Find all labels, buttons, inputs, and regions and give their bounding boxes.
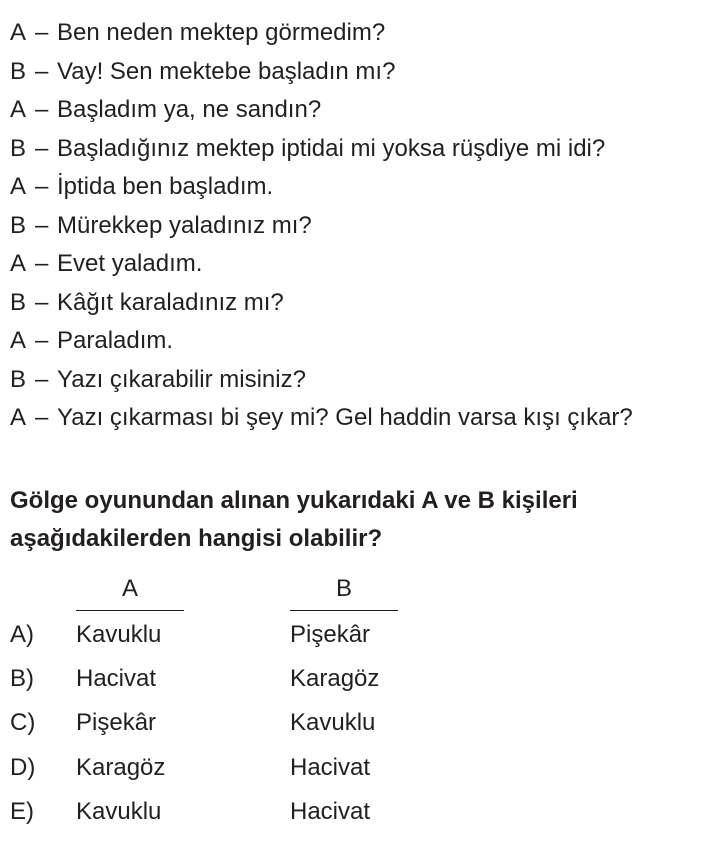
column-rule-b (290, 610, 398, 611)
dialogue-dash: – (35, 327, 49, 354)
dialogue-line (10, 245, 716, 284)
dialogue-line (10, 399, 716, 438)
dialogue-text: Ben neden mektep görmedim? (57, 19, 386, 46)
dialogue-text: Başladığınız mektep iptidai mi yoksa rüşdiye mi idi? (57, 134, 606, 162)
speaker-label: A (10, 404, 27, 431)
dialogue-line (10, 284, 716, 323)
dialogue-text: Yazı çıkarması bi şey mi? Gel haddin varsa kışı çıkar? (57, 404, 633, 431)
option-value-a: Kavuklu (76, 798, 162, 825)
speaker-label: B (10, 288, 27, 316)
column-header-a: A (121, 575, 138, 602)
speaker-label: A (10, 19, 27, 46)
option-letter: A) (10, 621, 34, 648)
dialogue-text: Yazı çıkarabilir misiniz? (57, 365, 306, 393)
dialogue-dash: – (35, 211, 49, 239)
dialogue-line (10, 361, 716, 400)
dialogue-line (10, 14, 716, 53)
option-value-b: Kavuklu (290, 709, 376, 736)
option-letter: E) (10, 798, 34, 825)
speaker-label: A (10, 327, 27, 354)
speaker-label: B (10, 365, 27, 393)
speaker-label: A (10, 173, 27, 200)
dialogue-dash: – (35, 288, 49, 316)
dialogue-text: Başladım ya, ne sandın? (57, 96, 322, 123)
speaker-label: B (10, 134, 27, 162)
option-value-b: Pişekâr (290, 621, 371, 648)
speaker-label: A (10, 96, 27, 123)
dialogue (10, 14, 716, 438)
dialogue-text: Vay! Sen mektebe başladın mı? (57, 57, 396, 85)
option-value-b: Karagöz (290, 665, 380, 692)
dialogue-line (10, 207, 716, 246)
option-value-a: Pişekâr (76, 709, 157, 736)
dialogue-dash: – (35, 365, 49, 393)
dialogue-dash: – (35, 57, 49, 85)
speaker-label: B (10, 57, 27, 85)
speaker-label: B (10, 211, 27, 239)
option-value-a: Karagöz (76, 754, 166, 781)
dialogue-dash: – (35, 404, 49, 431)
column-header-b: B (335, 575, 352, 602)
speaker-label: A (10, 250, 27, 277)
dialogue-text: Kâğıt karaladınız mı? (57, 288, 284, 316)
dialogue-dash: – (35, 96, 49, 123)
dialogue-text: Mürekkep yaladınız mı? (57, 211, 312, 239)
dialogue-text: İptida ben başladım. (57, 173, 274, 200)
question-stem: Gölge oyunundan alınan yukarıdaki A ve B kişileri aşağıdakilerden hangisi olabilir? (10, 487, 578, 552)
dialogue-dash: – (35, 19, 49, 46)
option-letter: B) (10, 665, 34, 692)
dialogue-dash: – (35, 173, 49, 200)
option-letter: D) (10, 754, 36, 781)
dialogue-text: Evet yaladım. (57, 250, 203, 277)
dialogue-line (10, 91, 716, 130)
option-letter: C) (10, 709, 36, 736)
dialogue-line (10, 53, 716, 92)
dialogue-text: Paraladım. (57, 327, 174, 354)
option-value-a: Kavuklu (76, 621, 162, 648)
dialogue-line (10, 130, 716, 169)
dialogue-line (10, 168, 716, 207)
option-value-a: Hacivat (76, 665, 157, 692)
dialogue-line (10, 322, 716, 361)
dialogue-dash: – (35, 134, 49, 162)
option-value-b: Hacivat (290, 798, 371, 825)
dialogue-dash: – (35, 250, 49, 277)
option-value-b: Hacivat (290, 754, 371, 781)
column-rule-a (76, 610, 184, 611)
